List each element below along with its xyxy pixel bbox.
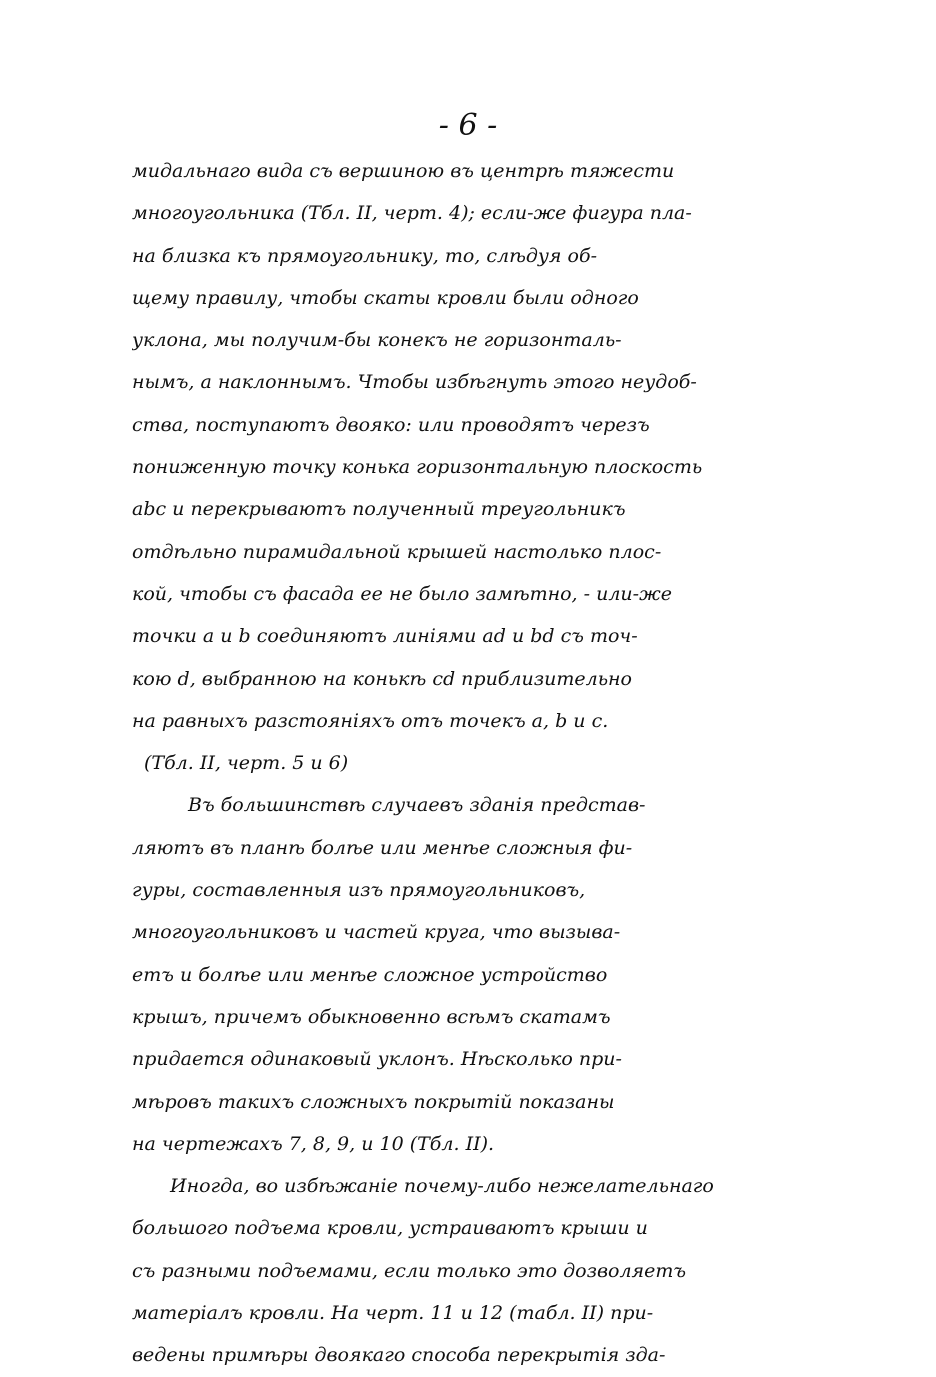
text-line: щему правилу, чтобы скаты кровли были одного [132, 286, 639, 309]
text-line: на равныхъ разстояніяхъ отъ точекъ a, b и c. [132, 709, 609, 732]
text-line: отдѣльно пирамидальной крышей настолько плос- [132, 540, 662, 563]
text-line: нымъ, а наклоннымъ. Чтобы избѣгнуть этого неудоб- [132, 371, 697, 394]
text-line: ляютъ въ планѣ болѣе или менѣе сложныя фи- [132, 836, 633, 859]
text-line: многоугольниковъ и частей круга, что вызыва- [132, 921, 621, 944]
text-line: ства, поступаютъ двояко: или проводятъ черезъ [132, 413, 650, 436]
text-line: пониженную точку конька горизонтальную плоскость [132, 456, 703, 479]
paragraph-start-line: Иногда, во избѣжаніе почему-либо нежелательнаго [170, 1175, 714, 1198]
text-line: уклона, мы получим-бы конекъ не горизонталь- [132, 329, 622, 352]
text-line: гуры, составленныя изъ прямоугольниковъ, [132, 879, 586, 902]
text-line: abc и перекрываютъ полученный треугольникъ [132, 498, 626, 521]
text-line: мидальнаго вида съ вершиною въ центрѣ тяжести [132, 160, 675, 182]
paragraph-start-line: Въ большинствѣ случаевъ зданія представ- [188, 794, 646, 817]
text-line: большого подъема кровли, устраиваютъ крыши и [132, 1217, 648, 1240]
handwritten-text-block [132, 150, 808, 1377]
text-line: крышъ, причемъ обыкновенно всѣмъ скатамъ [132, 1005, 611, 1028]
text-line: на близка къ прямоугольнику, то, слѣдуя об- [132, 244, 597, 267]
text-line: кой, чтобы съ фасада ее не было замѣтно, - или-же [132, 582, 672, 605]
text-line: матеріалъ кровли. На черт. 11 и 12 (табл. II) при- [132, 1302, 654, 1325]
text-line: придается одинаковый уклонъ. Нѣсколько при- [132, 1048, 622, 1071]
text-line: кою d, выбранною на конькѣ cd приблизительно [132, 667, 632, 690]
text-line: ведены примѣры двоякаго способа перекрытія зда- [132, 1344, 666, 1367]
text-line: (Тбл. II, черт. 5 и 6) [144, 752, 349, 775]
page-number: - 6 - [438, 108, 498, 143]
text-line: етъ и болѣе или менѣе сложное устройство [132, 963, 608, 986]
text-line: съ разными подъемами, если только это дозволяетъ [132, 1259, 687, 1282]
text-line: точки a и b соединяютъ линіями ad и bd съ точ- [132, 625, 638, 648]
text-line: на чертежахъ 7, 8, 9, и 10 (Тбл. II). [132, 1132, 495, 1155]
text-line: многоугольника (Тбл. II, черт. 4); если-же фигура пла- [132, 202, 692, 225]
text-line: мѣровъ такихъ сложныхъ покрытій показаны [132, 1090, 615, 1113]
